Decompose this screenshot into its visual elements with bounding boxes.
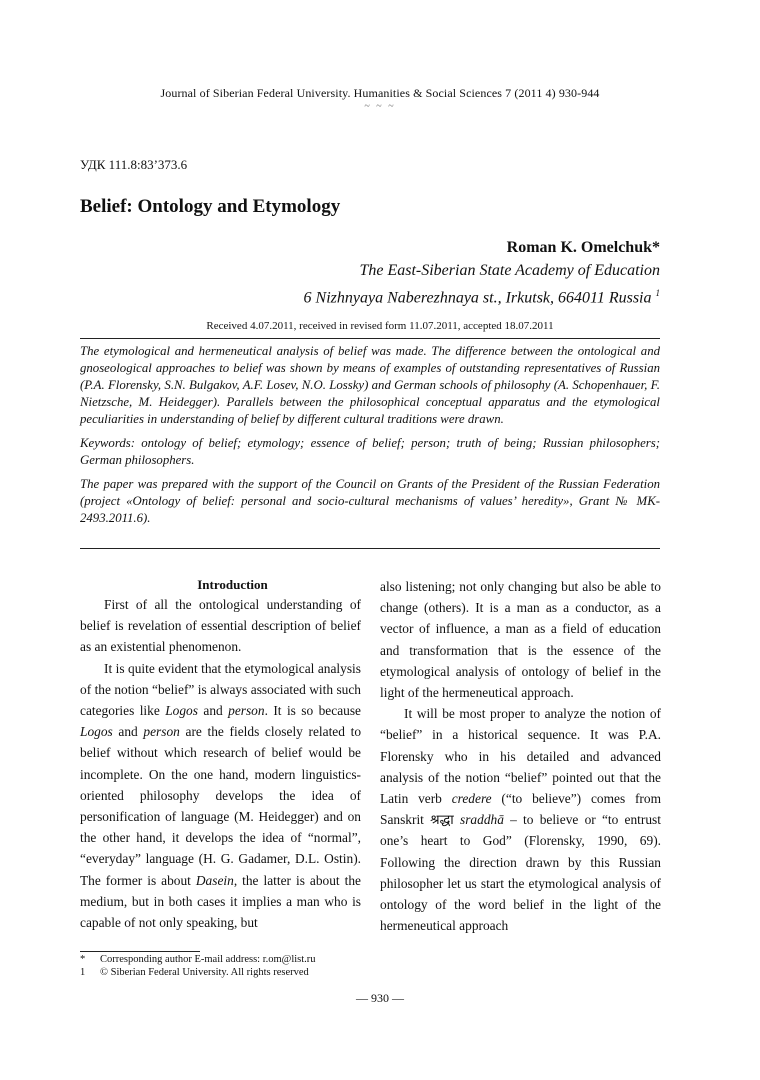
footnote-mark: * (80, 954, 86, 965)
paragraph-2-continued: also listening; not only changing but also be able to change (others). It is a man as a conductor, as a vector of influence, a man as a field of education and transformation that is the essence of the etymological analysis of ontology of belief in the light of the hermeneutical approach. (380, 579, 661, 701)
term-person: person (228, 703, 265, 719)
received-dates: Received 4.07.2011, received in revised form 11.07.2011, accepted 18.07.2011 (206, 320, 554, 332)
author-affiliation: The East-Siberian State Academy of Education (359, 262, 660, 279)
section-heading-introduction: Introduction (197, 577, 268, 592)
footnote-mark: 1 (80, 967, 86, 978)
paper-title: Belief: Ontology and Etymology (80, 196, 341, 217)
term-logos: Logos (165, 703, 198, 719)
author-name: Roman K. Omelchuk* (506, 239, 660, 256)
page-number: — 930 — (356, 991, 404, 1005)
term-dasein: Dasein (195, 872, 234, 888)
header-ornament: ~ ~ ~ (364, 101, 396, 112)
author-address: 6 Nizhnyaya Naberezhnaya st., Irkutsk, 664011 Russia (303, 289, 652, 307)
footnote-2 (80, 967, 309, 979)
term-person: person (143, 724, 180, 740)
paragraph-2: It is quite evident that the etymological analysis of the notion “belief” is always associated with such categories like Logos and person. It is so because Logos and person are the fields closely related to belief without which research of belief would be incomplete. On the one hand, modern linguistics-oriented philosophy develops the idea of personification of language (M. Heidegger) and on the other hand, it develops the idea of “normal”, “everyday” language (H. G. Gadamer, D.L. Ostin). The former is about Dasein, the latter is about the medium, but in both cases it implies a man who is capable of not only speaking, but (80, 660, 362, 931)
footnote-1 (80, 954, 316, 966)
term-credere: credere (451, 791, 492, 807)
term-logos: Logos (80, 724, 113, 740)
term-sraddha: sraddhā (460, 812, 504, 828)
body-column-left (80, 576, 361, 933)
footnote-text: © Siberian Federal University. All rights reserved (100, 967, 309, 978)
funding-note: The paper was prepared with the support of the Council on Grants of the President of the Russian Federation (project «Ontology of belief: personal and socio-cultural mechanisms of values’ heredity», Grant № MK-2493.2011.6). (80, 477, 660, 525)
paragraph-3: It will be most proper to analyze the notion of “belief” in a historical sequence. It was P.A. Florensky who in his detailed and advanced analysis of the notion “belief” pointed out that the Latin verb credere (“to believe”) comes from Sanskrit श्रद्धा sraddhā – to believe or “to entrust one’s heart to God” (Florensky, 1990, 69). Following the direction drawn by this Russian philosopher let us start the etymological analysis of ontology of the word belief in the light of the hermeneutical approach (380, 706, 662, 934)
body-column-right (380, 576, 661, 936)
author-address-note: 1 (655, 288, 660, 298)
paragraph-1: First of all the ontological understanding of belief is revelation of essential description of belief as an existential phenomenon. (80, 597, 361, 655)
udk-code: УДК 111.8:83’373.6 (80, 157, 188, 172)
keywords: Keywords: ontology of belief; etymology; essence of belief; person; truth of being; Russian philosophers; German philosophers. (80, 436, 660, 467)
abstract-block (80, 343, 660, 527)
footnote-text: Corresponding author E-mail address: r.om@list.ru (100, 954, 316, 965)
author-block (304, 236, 660, 309)
abstract: The etymological and hermeneutical analysis of belief was made. The difference between the ontological and gnoseological approaches to belief was shown by means of examples of outstanding representatives of Russian (P.A. Florensky, S.N. Bulgakov, A.F. Losev, N.O. Lossky) and German schools of philosophy (A. Schopenhauer, F. Nietzsche, M. Heidegger). Parallels between the philosophical conceptual apparatus and the etymological peculiarities in understanding of belief by different cultural traditions were drawn. (80, 344, 660, 426)
author-address-line (304, 282, 660, 309)
abstract-bottom-rule (80, 548, 660, 549)
abstract-top-rule (80, 338, 660, 339)
footnote-rule (80, 951, 200, 952)
journal-header: Journal of Siberian Federal University. Humanities & Social Sciences 7 (2011 4) 930-944 (160, 86, 600, 100)
